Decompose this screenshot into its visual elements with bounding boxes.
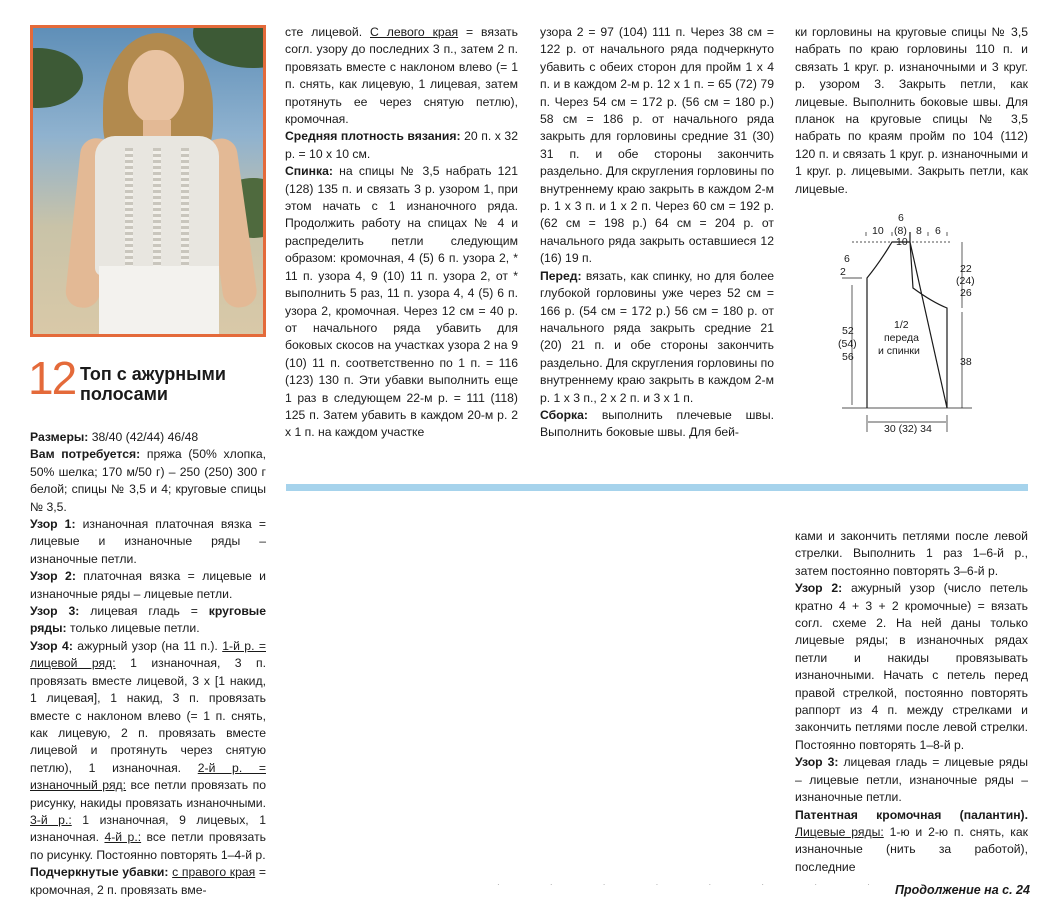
- label-left-1: (54): [838, 338, 857, 350]
- label-right-0: 22: [960, 263, 972, 275]
- label-top-0: 10: [872, 225, 884, 237]
- pattern-2: Узор 2: платочная вязка = лицевые и изнаночные ряды – лицевые петли.: [30, 569, 266, 601]
- pattern-3-stockinette: Узор 3: лицевая гладь = лицевые ряды – лицевые петли, изнаночные ряды – изнаночные петли.: [795, 755, 1028, 805]
- gauge: Средняя плотность вязания: 20 п. х 32 р. = 10 х 10 см.: [285, 129, 518, 161]
- pattern-3: Узор 3: лицевая гладь = круговые ряды: только лицевые петли.: [30, 604, 266, 636]
- column-4: ки горловины на круговые спицы № 3,5 набрать по краю горловины 110 п. и связать 1 круг. р. изнаночными и 3 круг. р. узором 3. Закрыть петли, как лицевые. Выполнить боковые швы. Для планок на круговые спицы № 3,5 набрать по краям пройм по 104 (112) 120 п. и связать 1 круг. р. изнаночными и 1 круг. р. лицевыми. Закрыть петли, как лицевые.: [795, 25, 1028, 196]
- column-1: [30, 429, 266, 899]
- pattern-title: Топ с ажурными полосами: [80, 364, 226, 404]
- label-top-4: 8: [916, 225, 922, 237]
- continued-note: Продолжение на с. 24: [895, 883, 1030, 897]
- assembly-instructions: Сборка: выполнить плечевые швы. Выполнить боковые швы. Для бей-: [540, 407, 774, 440]
- label-left-small-1: 2: [840, 266, 846, 278]
- pattern-4: Узор 4: ажурный узор (на 11 п.). 1-й р. = лицевой ряд: 1 изнаночная, 3 п. провязать вместе лицевой, 3 х [1 накид, 1 лицевая], 1 накид, 3 п. провязать вместе с наклоном влево (= 1 п. снять, как лицевую, 2 п. провязать вместе лицевой и протянуть через снятую петлю), 1 изнаночная. 2-й р. = изнаночный ряд: все петли провязать по рисунку, накиды провязать изнаночными. 3-й р.: 1 изнаночная, 9 лицевых, 1 изнаночная. 4-й р.: все петли провязать по рисунку. Постоянно повторять 1–4-й р.: [30, 638, 267, 862]
- pattern-2-openwork: Узор 2: ажурный узор (число петель кратно 4 + 3 + 2 кромочные) = вязать согл. схеме 2. На ней даны только лицевые ряды; в изнаночных рядах петли и накиды провязывать изнаночными. Начать с петель перед правой стрелкой, постоянно повторять раппорт из 4 п. между стрелками и закончить петлями после левой стрелки. Постоянно повторять 1–8-й р.: [795, 581, 1028, 752]
- column-3: узора 2 = 97 (104) 111 п. Через 38 см = 122 р. от начального ряда подчеркнуто убавить с обеих сторон для пройм 1 х 4 п. и в каждом 2-м р. 12 х 1 п. = 65 (72) 79 п. Через 54 см = 172 р. (56 см = 180 р.) 58 см = 186 р. от начального ряда закрыть для горловины средние 31 (30) 31 п. и обе стороны закончить раздельно. Для скругления горловины по внутреннему краю закрыть в каждом 2-м р. 1 х 3 п. и 1 х 2 п. Через 60 см = 192 р. (62 см = 198 р.) 64 см = 204 р. от начального ряда закрыть оставшиеся 12 (16) 19 п. Перед: вязать, как спинку, но для более глубокой горловины уже через 52 см = 166 р. (54 см = 172 р.) 56 см = 180 р. от начального ряда закрыть средние 21 (20) 21 п. и обе стороны закончить раздельно. Для скругления горловины по внутреннему краю закрыть в каждом 2-м р. 1 х 3 п., 2 х 2 п. и 3 х 1 п. Сборка: выполнить плечевые швы. Выполнить боковые швы. Для бей-: [540, 24, 774, 442]
- label-top-5: 6: [935, 225, 941, 237]
- page-dots: · · · · · · · · ·: [497, 880, 947, 889]
- label-top-1: 6: [898, 212, 904, 224]
- label-center-1: 1/2: [894, 319, 909, 331]
- section-divider: [286, 484, 1028, 491]
- schematic-diagram: [832, 210, 1032, 440]
- label-left-0: 52: [842, 325, 854, 337]
- column-5: ками и закончить петлями после левой стрелки. Выполнить 1 раз 1–6-й р., затем постоянно повторять 3–6-й р. Узор 2: ажурный узор (число петель кратно 4 + 3 + 2 кромочные) = вязать согл. схеме 2. На ней даны только лицевые ряды; в изнаночных рядах петли и накиды провязывать изнаночными. Начать с петель перед правой стрелкой, постоянно повторять раппорт из 4 п. между стрелками и закончить петлями после левой стрелки. Постоянно повторять 1–8-й р. Узор 3: лицевая гладь = лицевые ряды – лицевые петли, изнаночные ряды – изнаночные петли. Патентная кромочная (палантин). Лицевые ряды: 1-ю и 2-ю п. снять, как изнаночные (нить за работой), последние: [795, 528, 1028, 876]
- label-bottom: 30 (32) 34: [884, 423, 932, 435]
- back-instructions: Спинка: на спицы № 3,5 набрать 121 (128) 135 п. и связать 3 р. узором 1, при этом начать с 1 изнаночного ряда. Продолжить работу на спицах № 4 и распределить петли следующим образом: кромочная, 4 (5) 6 п. узора 2, * 11 п. узора 4, 9 (10) 11 п. узора 2, от * выполнить 5 раз, 11 п. узора 4, 4 (5) 6 п. узора 2, кромочная. Через 12 см = 40 р. от начального ряда убавить для боковых скосов на участках узора 2 на 9 (10) 11 п. соответственно по 1 п. = 116 (123) 130 п. Эти убавки выполнить еще 1 раз в следующем 22-м р. = 111 (118) 125 п. Затем убавить в каждом 20-м р. 2 х 1 п. на каждом участке: [285, 164, 518, 440]
- label-right-1: (24): [956, 275, 975, 287]
- decreases: Подчеркнутые убавки: с правого края = кромочная, 2 п. провязать вме-: [30, 865, 266, 897]
- label-center-2: переда: [884, 332, 919, 344]
- materials: Вам потребуется: пряжа (50% хлопка, 50% шелка; 170 м/50 г) – 250 (250) 300 г белой; спицы № 3,5 и 4; круговые спицы № 3,5.: [30, 447, 266, 514]
- column-2: сте лицевой. С левого края = вязать согл. узору до последних 3 п., затем 2 п. провязать вместе с наклоном влево (= 1 п. снять, как лицевую, 1 лицевая, затем протянуть ее через снятую петлю), кромочная. Средняя плотность вязания: 20 п. х 32 р. = 10 х 10 см. Спинка: на спицы № 3,5 набрать 121 (128) 135 п. и связать 3 р. узором 1, при этом начать с 1 изнаночного ряда. Продолжить работу на спицах № 4 и распределить петли следующим образом: кромочная, 4 (5) 6 п. узора 2, * 11 п. узора 4, 9 (10) 11 п. узора 2, от * выполнить 5 раз, 11 п. узора 4, 4 (5) 6 п. узора 2, кромочная. Через 12 см = 40 р. от начального ряда убавить для боковых скосов на участках узора 2 на 9 (10) 11 п. соответственно по 1 п. = 116 (123) 130 п. Эти убавки выполнить еще 1 раз в следующем 22-м р. = 111 (118) 125 п. Затем убавить в каждом 20-м р. 2 х 1 п. на каждом участке: [285, 24, 518, 442]
- label-left-small-0: 6: [844, 253, 850, 265]
- label-right-lower: 38: [960, 356, 972, 368]
- label-left-2: 56: [842, 351, 854, 363]
- pattern-number: 12: [28, 352, 76, 404]
- selvedge-instructions: Патентная кромочная (палантин). Лицевые ряды: 1-ю и 2-ю п. снять, как изнаночные (нить за работой), последние: [795, 807, 1028, 874]
- label-top-2: (8): [894, 225, 907, 237]
- pattern-1: Узор 1: изнаночная платочная вязка = лицевые и изнаночные ряды – изнаночные петли.: [30, 517, 266, 566]
- sizes: Размеры: 38/40 (42/44) 46/48: [30, 430, 199, 444]
- label-top-3: 10: [896, 236, 908, 248]
- model-photo: [30, 25, 266, 337]
- label-center-3: и спинки: [878, 345, 920, 357]
- label-right-2: 26: [960, 287, 972, 299]
- front-instructions: Перед: вязать, как спинку, но для более глубокой горловины уже через 52 см = 166 р. (54 см = 172 р.) 56 см = 180 р. от начального ряда закрыть средние 21 (20) 21 п. и обе стороны закончить раздельно. Для скругления горловины по внутреннему краю закрыть в каждом 2-м р. 1 х 3 п., 2 х 2 п. и 3 х 1 п.: [540, 268, 774, 405]
